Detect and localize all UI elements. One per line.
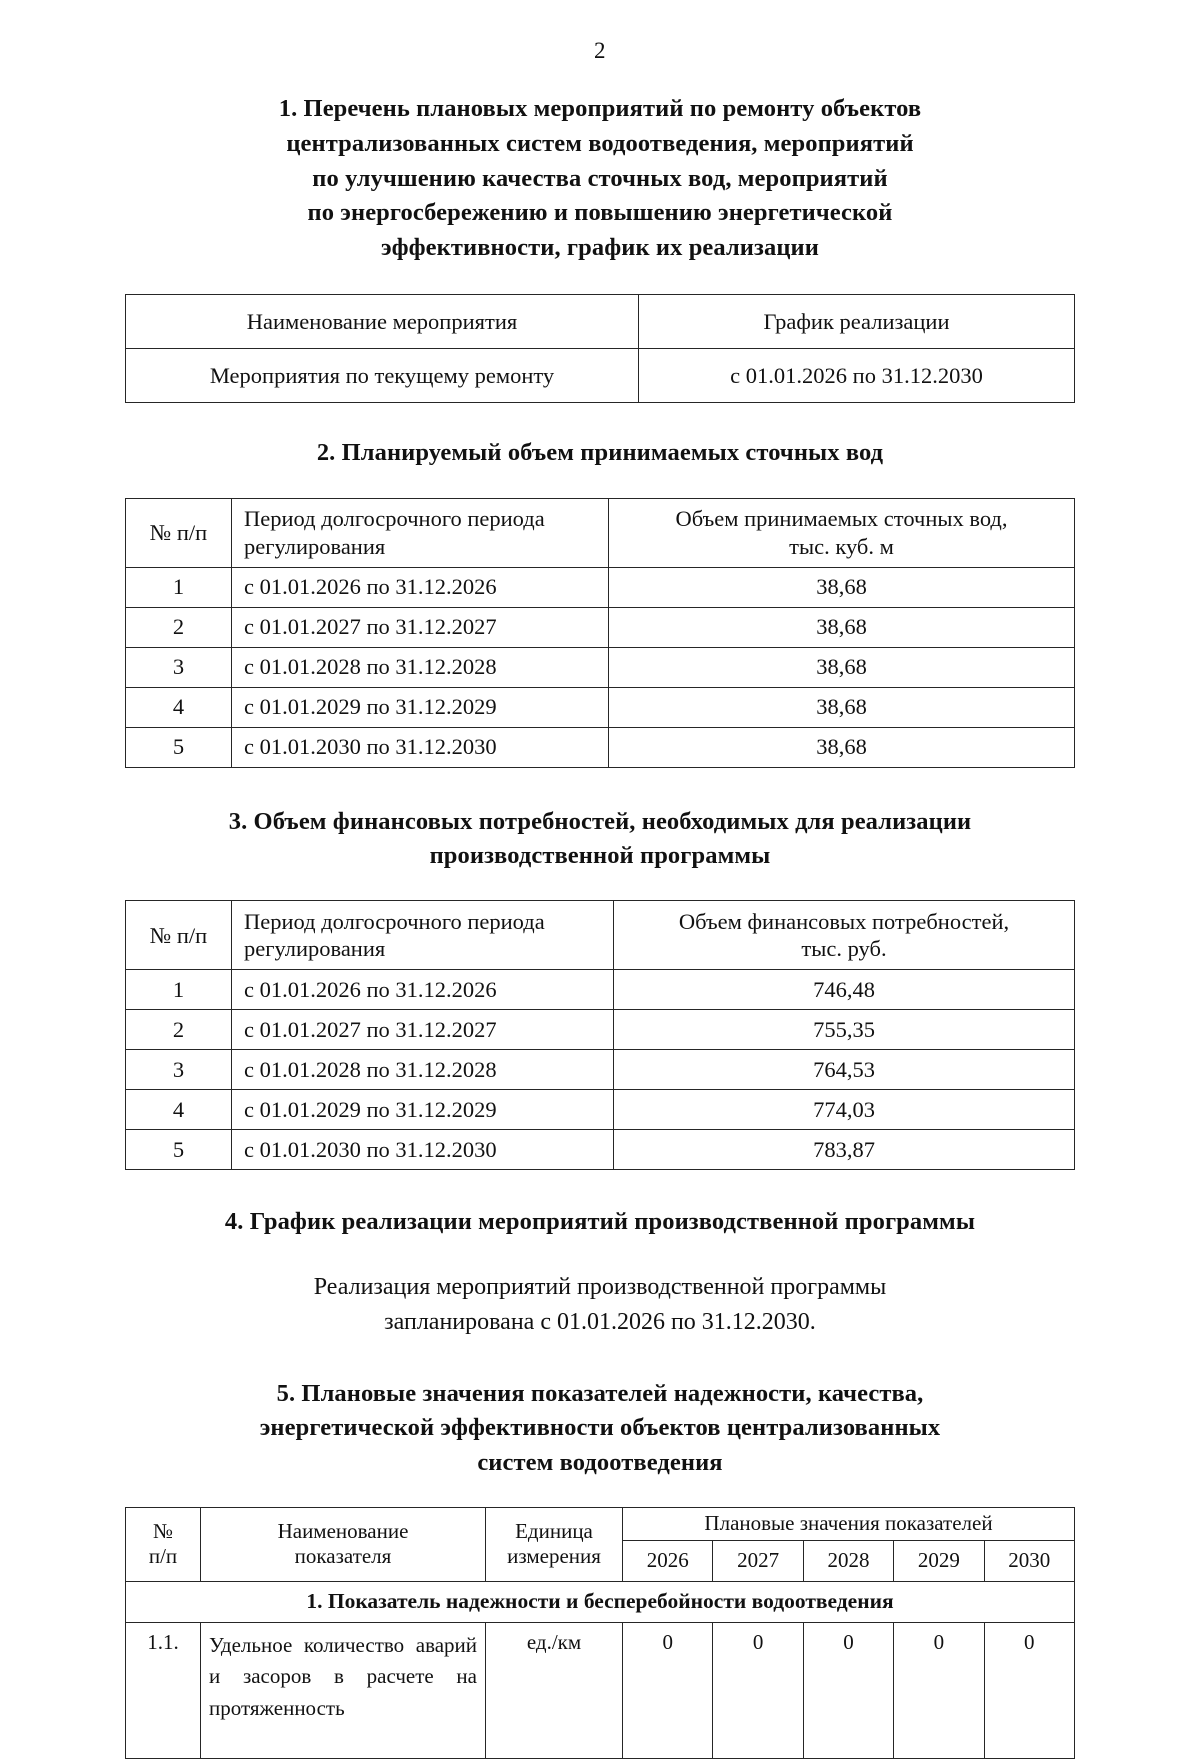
table-row [126,348,1075,402]
header-schedule: График реализации [639,294,1075,348]
cell-volume: 38,68 [609,567,1075,607]
repair-measures-table [125,294,1075,403]
cell-row-number: 2 [126,1010,232,1050]
planned-indicators-table [125,1507,1075,1759]
header-year-2026: 2026 [623,1540,713,1581]
cell-row-number: 4 [126,687,232,727]
cell-volume: 38,68 [609,647,1075,687]
header-financial-line-1: Объем финансовых потребностей, [678,908,1010,934]
header-volume-line-2: тыс. куб. м [789,533,894,559]
header-row-number: № п/п [126,498,232,567]
header-period [232,901,614,970]
section-3-heading-line-1: 3. Объем финансовых потребностей, необходимых для реализации [228,807,972,835]
wastewater-volume-table [125,498,1075,768]
cell-row-number: 4 [126,1090,232,1130]
header-financial-line-2: тыс. руб. [801,936,887,962]
cell-amount: 755,35 [614,1010,1075,1050]
cell-value-2028: 0 [803,1622,893,1758]
cell-period: с 01.01.2029 по 31.12.2029 [232,687,609,727]
section-3-heading-line-2: производственной программы [429,842,771,870]
cell-value-2026: 0 [623,1622,713,1758]
header-financial-needs [614,901,1075,970]
cell-period: с 01.01.2030 по 31.12.2030 [232,1130,614,1170]
cell-volume: 38,68 [609,727,1075,767]
header-unit-line-1: Единица [515,1518,593,1543]
header-row-number-line-2: п/п [148,1544,178,1569]
section-4-heading: 4. График реализации мероприятий производственной программы [224,1208,976,1236]
cell-period: с 01.01.2028 по 31.12.2028 [232,1050,614,1090]
page-number: 2 [594,38,606,63]
table-row [126,1090,1075,1130]
header-indicator-name-line-1: Наименование [277,1518,409,1543]
section-5-heading [153,1377,1047,1481]
section-4-paragraph-line-2: запланирована с 01.01.2026 по 31.12.2030. [384,1308,816,1335]
table-row [126,1050,1075,1090]
section-4-paragraph-line-1: Реализация мероприятий производственной программы [313,1274,887,1301]
header-year-2029: 2029 [894,1540,984,1581]
table-group-row [126,1581,1075,1622]
section-5-heading-line-3: систем водоотведения [477,1449,723,1477]
table-row [126,970,1075,1010]
cell-row-number: 5 [126,727,232,767]
cell-period: с 01.01.2030 по 31.12.2030 [232,727,609,767]
section-1-heading-line-5: эффективности, график их реализации [381,234,819,262]
table-row [126,727,1075,767]
header-period-line-1: Период долгосрочного периода [244,908,545,934]
cell-row-number: 2 [126,607,232,647]
header-unit-line-2: измерения [507,1544,601,1569]
section-1-heading [177,92,1023,266]
section-1-heading-line-2: централизованных систем водоотведения, мероприятий [286,129,914,157]
cell-schedule: с 01.01.2026 по 31.12.2030 [639,348,1075,402]
header-row-number: № п/п [126,901,232,970]
header-indicator-name [201,1507,486,1581]
section-4-paragraph [125,1270,1075,1340]
cell-measure-name: Мероприятия по текущему ремонту [126,348,639,402]
header-measure-name: Наименование мероприятия [126,294,639,348]
header-indicator-name-line-2: показателя [294,1544,392,1569]
table-row [126,567,1075,607]
table-row [126,1130,1075,1170]
section-5-heading-line-1: 5. Плановые значения показателей надежности, качества, [276,1379,924,1407]
cell-row-number: 3 [126,647,232,687]
cell-period: с 01.01.2027 по 31.12.2027 [232,1010,614,1050]
cell-period: с 01.01.2028 по 31.12.2028 [232,647,609,687]
cell-row-number: 1 [126,970,232,1010]
header-volume [609,498,1075,567]
header-year-2028: 2028 [803,1540,893,1581]
header-planned-values: Плановые значения показателей [623,1507,1075,1540]
cell-amount: 783,87 [614,1130,1075,1170]
cell-period: с 01.01.2026 по 31.12.2026 [232,567,609,607]
cell-unit: ед./км [486,1622,623,1758]
table-header-row-top [126,1507,1075,1540]
header-year-2030: 2030 [984,1540,1074,1581]
cell-period: с 01.01.2029 по 31.12.2029 [232,1090,614,1130]
header-period-line-2: регулирования [244,533,386,559]
section-3-heading [135,805,1065,875]
section-2-heading: 2. Планируемый объем принимаемых сточных вод [316,438,884,466]
cell-amount: 774,03 [614,1090,1075,1130]
header-unit [486,1507,623,1581]
cell-indicator-index: 1.1. [126,1622,201,1758]
cell-indicator-name: Удельное количество аварий и засоров в расчете на протяженность [201,1622,486,1758]
table-row [126,607,1075,647]
table-row [126,1010,1075,1050]
financial-needs-table [125,900,1075,1170]
cell-row-number: 3 [126,1050,232,1090]
cell-value-2029: 0 [894,1622,984,1758]
header-row-number [126,1507,201,1581]
cell-volume: 38,68 [609,607,1075,647]
table-header-row [126,294,1075,348]
section-5-heading-line-2: энергетической эффективности объектов централизованных [259,1414,941,1442]
section-1-heading-line-4: по энергосбережению и повышению энергетической [307,199,893,227]
section-1-heading-line-3: по улучшению качества сточных вод, мероприятий [312,164,888,192]
cell-period: с 01.01.2026 по 31.12.2026 [232,970,614,1010]
cell-value-2030: 0 [984,1622,1074,1758]
cell-amount: 746,48 [614,970,1075,1010]
header-period-line-1: Период долгосрочного периода [244,506,545,532]
cell-row-number: 1 [126,567,232,607]
cell-period: с 01.01.2027 по 31.12.2027 [232,607,609,647]
header-period-line-2: регулирования [244,936,386,962]
cell-value-2027: 0 [713,1622,803,1758]
header-row-number-line-1: № [152,1518,174,1543]
table-row [126,647,1075,687]
table-header-row [126,498,1075,567]
section-1-heading-line-1: 1. Перечень плановых мероприятий по ремонту объектов [278,95,922,122]
table-header-row [126,901,1075,970]
cell-row-number: 5 [126,1130,232,1170]
header-period [232,498,609,567]
header-volume-line-1: Объем принимаемых сточных вод, [675,506,1008,532]
header-year-2027: 2027 [713,1540,803,1581]
cell-amount: 764,53 [614,1050,1075,1090]
table-row [126,687,1075,727]
table-row [126,1622,1075,1758]
group-row-label: 1. Показатель надежности и бесперебойности водоотведения [126,1581,1075,1622]
cell-volume: 38,68 [609,687,1075,727]
